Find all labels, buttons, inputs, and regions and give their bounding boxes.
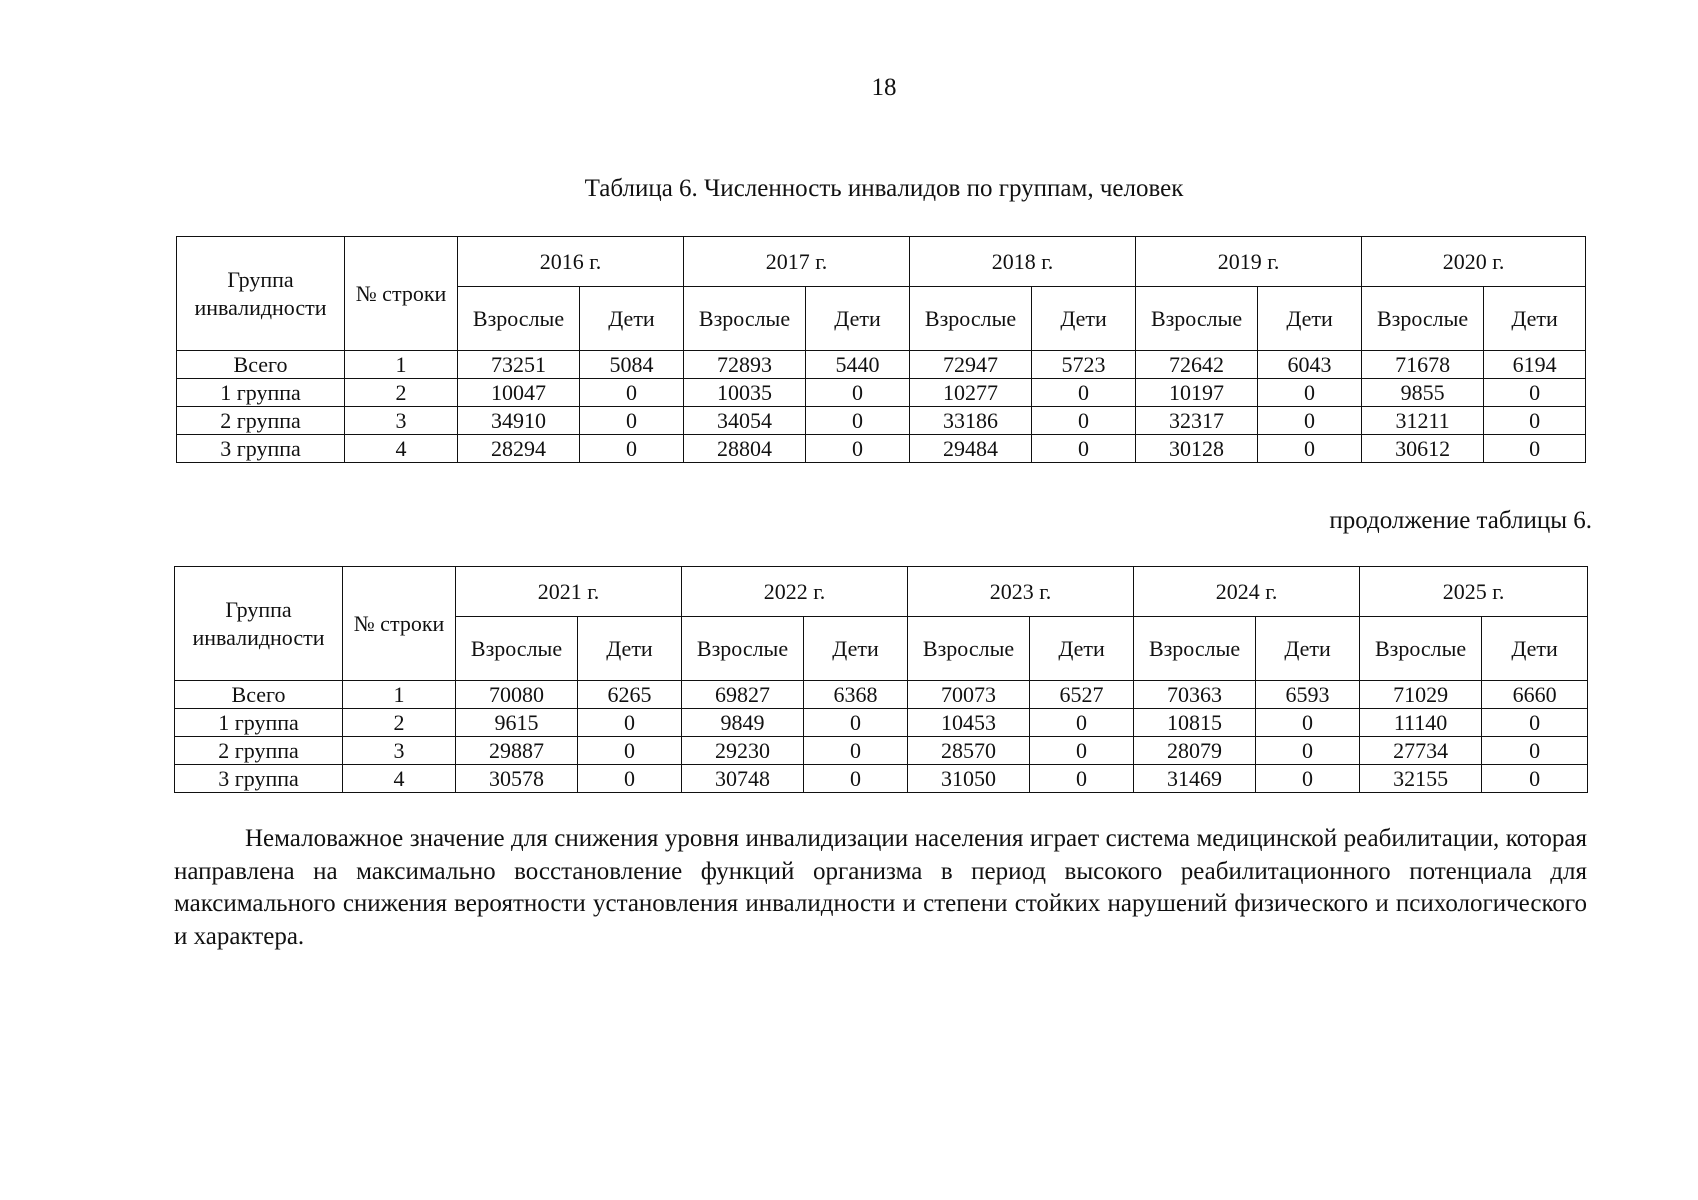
cell-children-value: 0 bbox=[1482, 737, 1588, 765]
column-header-children: Дети bbox=[804, 617, 908, 681]
table-row bbox=[177, 379, 1586, 407]
cell-children-value: 0 bbox=[1030, 709, 1134, 737]
cell-children-value: 0 bbox=[1484, 435, 1586, 463]
cell-adults-value: 71029 bbox=[1360, 681, 1482, 709]
column-header-children: Дети bbox=[1482, 617, 1588, 681]
cell-adults-value: 32155 bbox=[1360, 765, 1482, 793]
cell-children-value: 0 bbox=[804, 709, 908, 737]
table-row bbox=[177, 407, 1586, 435]
column-header-row-number: № строки bbox=[343, 567, 456, 681]
column-header-children: Дети bbox=[1484, 287, 1586, 351]
cell-adults-value: 10453 bbox=[908, 709, 1030, 737]
cell-adults-value: 28079 bbox=[1134, 737, 1256, 765]
cell-children-value: 0 bbox=[1256, 765, 1360, 793]
cell-adults-value: 71678 bbox=[1362, 351, 1484, 379]
cell-adults-value: 27734 bbox=[1360, 737, 1482, 765]
cell-row-number: 4 bbox=[343, 765, 456, 793]
cell-children-value: 0 bbox=[1258, 435, 1362, 463]
column-header-year: 2023 г. bbox=[908, 567, 1134, 617]
cell-adults-value: 29230 bbox=[682, 737, 804, 765]
column-header-year: 2024 г. bbox=[1134, 567, 1360, 617]
cell-children-value: 0 bbox=[1030, 765, 1134, 793]
table-row bbox=[175, 709, 1588, 737]
cell-children-value: 0 bbox=[1032, 407, 1136, 435]
cell-adults-value: 34054 bbox=[684, 407, 806, 435]
cell-group: Всего bbox=[175, 681, 343, 709]
cell-children-value: 5723 bbox=[1032, 351, 1136, 379]
cell-adults-value: 31469 bbox=[1134, 765, 1256, 793]
cell-adults-value: 10197 bbox=[1136, 379, 1258, 407]
table-row bbox=[175, 737, 1588, 765]
cell-children-value: 0 bbox=[1484, 407, 1586, 435]
cell-adults-value: 30748 bbox=[682, 765, 804, 793]
cell-adults-value: 72893 bbox=[684, 351, 806, 379]
column-header-group: Группа инвалидности bbox=[177, 237, 345, 351]
column-header-year: 2025 г. bbox=[1360, 567, 1588, 617]
cell-adults-value: 31050 bbox=[908, 765, 1030, 793]
cell-adults-value: 69827 bbox=[682, 681, 804, 709]
cell-children-value: 5084 bbox=[580, 351, 684, 379]
column-header-year: 2016 г. bbox=[458, 237, 684, 287]
cell-children-value: 0 bbox=[1482, 709, 1588, 737]
cell-row-number: 3 bbox=[345, 407, 458, 435]
cell-adults-value: 11140 bbox=[1360, 709, 1482, 737]
cell-group: 1 группа bbox=[175, 709, 343, 737]
cell-children-value: 0 bbox=[1030, 737, 1134, 765]
body-paragraph: Немаловажное значение для снижения уровня инвалидизации населения играет система медицинской реабилитации, которая направлена на максимально восстановление функций организма в период высокого реабилитационного потенциала для максимального снижения вероятности установления инвалидности и степени стойких нарушений физического и психологического и характера. bbox=[174, 825, 1587, 950]
cell-adults-value: 28804 bbox=[684, 435, 806, 463]
column-header-children: Дети bbox=[1258, 287, 1362, 351]
column-header-adults: Взрослые bbox=[910, 287, 1032, 351]
cell-children-value: 0 bbox=[1258, 407, 1362, 435]
cell-children-value: 0 bbox=[806, 379, 910, 407]
column-header-year: 2019 г. bbox=[1136, 237, 1362, 287]
cell-children-value: 6660 bbox=[1482, 681, 1588, 709]
cell-adults-value: 70080 bbox=[456, 681, 578, 709]
cell-adults-value: 10035 bbox=[684, 379, 806, 407]
cell-children-value: 0 bbox=[1032, 435, 1136, 463]
column-header-adults: Взрослые bbox=[458, 287, 580, 351]
cell-children-value: 0 bbox=[806, 407, 910, 435]
cell-adults-value: 70363 bbox=[1134, 681, 1256, 709]
table-row bbox=[175, 681, 1588, 709]
column-header-adults: Взрослые bbox=[1136, 287, 1258, 351]
table-caption: Таблица 6. Численность инвалидов по группам, человек bbox=[584, 175, 1184, 202]
cell-adults-value: 9855 bbox=[1362, 379, 1484, 407]
cell-children-value: 6194 bbox=[1484, 351, 1586, 379]
cell-adults-value: 32317 bbox=[1136, 407, 1258, 435]
column-header-year: 2018 г. bbox=[910, 237, 1136, 287]
column-header-children: Дети bbox=[1256, 617, 1360, 681]
cell-group: Всего bbox=[177, 351, 345, 379]
cell-children-value: 0 bbox=[578, 765, 682, 793]
cell-adults-value: 72642 bbox=[1136, 351, 1258, 379]
cell-row-number: 2 bbox=[345, 379, 458, 407]
column-header-children: Дети bbox=[1032, 287, 1136, 351]
cell-children-value: 0 bbox=[1482, 765, 1588, 793]
cell-adults-value: 30612 bbox=[1362, 435, 1484, 463]
cell-adults-value: 28294 bbox=[458, 435, 580, 463]
cell-adults-value: 33186 bbox=[910, 407, 1032, 435]
cell-children-value: 0 bbox=[1484, 379, 1586, 407]
cell-row-number: 3 bbox=[343, 737, 456, 765]
column-header-adults: Взрослые bbox=[1134, 617, 1256, 681]
header-row-years bbox=[175, 567, 1588, 617]
disability-table-2016-2020 bbox=[176, 236, 1586, 463]
cell-adults-value: 10815 bbox=[1134, 709, 1256, 737]
cell-group: 3 группа bbox=[177, 435, 345, 463]
cell-adults-value: 29484 bbox=[910, 435, 1032, 463]
cell-adults-value: 70073 bbox=[908, 681, 1030, 709]
column-header-children: Дети bbox=[578, 617, 682, 681]
cell-children-value: 0 bbox=[580, 435, 684, 463]
cell-children-value: 0 bbox=[578, 737, 682, 765]
cell-adults-value: 9615 bbox=[456, 709, 578, 737]
cell-adults-value: 10277 bbox=[910, 379, 1032, 407]
cell-adults-value: 72947 bbox=[910, 351, 1032, 379]
column-header-children: Дети bbox=[806, 287, 910, 351]
column-header-adults: Взрослые bbox=[1362, 287, 1484, 351]
cell-group: 3 группа bbox=[175, 765, 343, 793]
column-header-children: Дети bbox=[1030, 617, 1134, 681]
cell-children-value: 6527 bbox=[1030, 681, 1134, 709]
column-header-adults: Взрослые bbox=[456, 617, 578, 681]
cell-children-value: 6043 bbox=[1258, 351, 1362, 379]
column-header-year: 2020 г. bbox=[1362, 237, 1586, 287]
column-header-adults: Взрослые bbox=[684, 287, 806, 351]
cell-adults-value: 30578 bbox=[456, 765, 578, 793]
cell-children-value: 0 bbox=[580, 379, 684, 407]
cell-children-value: 5440 bbox=[806, 351, 910, 379]
column-header-year: 2022 г. bbox=[682, 567, 908, 617]
cell-group: 1 группа bbox=[177, 379, 345, 407]
column-header-adults: Взрослые bbox=[908, 617, 1030, 681]
cell-children-value: 0 bbox=[804, 737, 908, 765]
cell-group: 2 группа bbox=[177, 407, 345, 435]
cell-row-number: 4 bbox=[345, 435, 458, 463]
cell-row-number: 2 bbox=[343, 709, 456, 737]
cell-adults-value: 73251 bbox=[458, 351, 580, 379]
cell-adults-value: 29887 bbox=[456, 737, 578, 765]
cell-group: 2 группа bbox=[175, 737, 343, 765]
cell-row-number: 1 bbox=[343, 681, 456, 709]
column-header-adults: Взрослые bbox=[682, 617, 804, 681]
cell-children-value: 6593 bbox=[1256, 681, 1360, 709]
table-row bbox=[177, 435, 1586, 463]
cell-adults-value: 34910 bbox=[458, 407, 580, 435]
column-header-year: 2017 г. bbox=[684, 237, 910, 287]
cell-adults-value: 31211 bbox=[1362, 407, 1484, 435]
cell-adults-value: 28570 bbox=[908, 737, 1030, 765]
table-row bbox=[175, 765, 1588, 793]
column-header-year: 2021 г. bbox=[456, 567, 682, 617]
cell-children-value: 0 bbox=[580, 407, 684, 435]
cell-row-number: 1 bbox=[345, 351, 458, 379]
cell-children-value: 0 bbox=[1032, 379, 1136, 407]
table-row bbox=[177, 351, 1586, 379]
column-header-children: Дети bbox=[580, 287, 684, 351]
cell-children-value: 0 bbox=[804, 765, 908, 793]
cell-children-value: 0 bbox=[578, 709, 682, 737]
cell-children-value: 0 bbox=[1256, 737, 1360, 765]
cell-children-value: 0 bbox=[1258, 379, 1362, 407]
cell-adults-value: 30128 bbox=[1136, 435, 1258, 463]
column-header-row-number: № строки bbox=[345, 237, 458, 351]
cell-children-value: 0 bbox=[1256, 709, 1360, 737]
cell-children-value: 0 bbox=[806, 435, 910, 463]
header-row-years bbox=[177, 237, 1586, 287]
cell-children-value: 6368 bbox=[804, 681, 908, 709]
cell-adults-value: 9849 bbox=[682, 709, 804, 737]
table-continuation-label: продолжение таблицы 6. bbox=[1329, 507, 1592, 534]
cell-adults-value: 10047 bbox=[458, 379, 580, 407]
cell-children-value: 6265 bbox=[578, 681, 682, 709]
page-number: 18 bbox=[871, 74, 897, 101]
disability-table-2021-2025 bbox=[174, 566, 1588, 793]
column-header-adults: Взрослые bbox=[1360, 617, 1482, 681]
column-header-group: Группа инвалидности bbox=[175, 567, 343, 681]
